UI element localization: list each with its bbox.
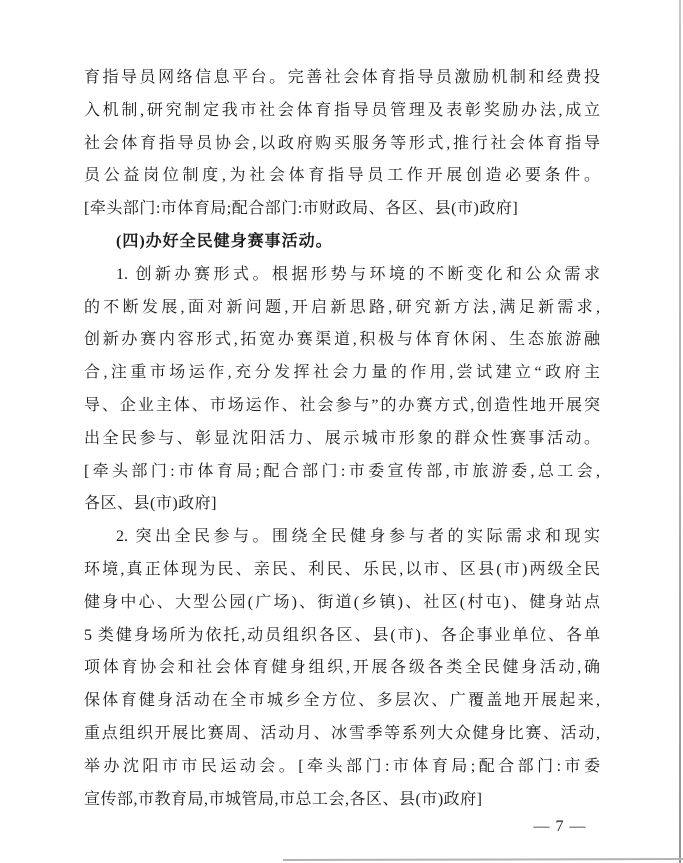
scan-edge-bottom (283, 858, 683, 861)
text-line-department-note: 各区、县(市)政府] (84, 495, 217, 513)
text-line-item-2-start: 2. 突出全民参与。围绕全民健身参与者的实际需求和现实 (116, 528, 600, 546)
text-line: 员公益岗位制度,为社会体育指导员工作开展创造必要条件。 (84, 167, 600, 185)
text-line: 保体育健身活动在全市城乡全方位、多层次、广覆盖地开展起来, (84, 692, 600, 710)
text-line-department-note: [牵头部门:市体育局;配合部门:市委宣传部,市旅游委,总工会, (84, 462, 600, 480)
text-line: 5 类健身场所为依托,动员组织各区、县(市)、各企事业单位、各单 (84, 626, 600, 644)
text-line-department-note: [牵头部门:市体育局;配合部门:市财政局、各区、县(市)政府] (84, 200, 519, 218)
text-line: 出全民参与、彰显沈阳活力、展示城市形象的群众性赛事活动。 (84, 429, 600, 447)
text-line: 重点组织开展比赛周、活动月、冰雪季等系列大众健身比赛、活动, (84, 724, 600, 742)
scan-edge-right (679, 0, 681, 863)
text-line: 举办沈阳市市民运动会。[牵头部门:市体育局;配合部门:市委 (84, 757, 600, 775)
text-line: 入机制,研究制定我市社会体育指导员管理及表彰奖励办法,成立 (84, 101, 600, 119)
text-line: 育指导员网络信息平台。完善社会体育指导员激励机制和经费投 (84, 69, 600, 86)
text-line: 导、企业主体、市场运作、社会参与”的办赛方式,创造性地开展突 (84, 396, 600, 414)
text-line: 健身中心、大型公园(广场)、街道(乡镇)、社区(村屯)、健身站点 (84, 593, 600, 611)
text-line: 环境,真正体现为民、亲民、利民、乐民,以市、区县(市)两级全民 (84, 560, 600, 578)
text-line-item-1-start: 1. 创新办赛形式。根据形势与环境的不断变化和公众需求 (116, 265, 600, 283)
body-text (84, 62, 600, 816)
section-heading: (四)办好全民健身赛事活动。 (116, 232, 333, 250)
text-line: 合,注重市场运作,充分发挥社会力量的作用,尝试建立“政府主 (84, 364, 600, 382)
text-line: 的不断发展,面对新问题,开启新思路,研究新方法,满足新需求, (84, 298, 600, 316)
text-line: 创新办赛内容形式,拓宽办赛渠道,积极与体育休闲、生态旅游融 (84, 331, 600, 349)
text-line: 项体育协会和社会体育健身组织,开展各级各类全民健身活动,确 (84, 659, 600, 677)
text-line: 社会体育指导员协会,以政府购买服务等形式,推行社会体育指导 (84, 134, 600, 152)
page-number: — 7 — (533, 818, 587, 835)
text-line-department-note: 宣传部,市教育局,市城管局,市总工会,各区、县(市)政府] (84, 790, 483, 808)
